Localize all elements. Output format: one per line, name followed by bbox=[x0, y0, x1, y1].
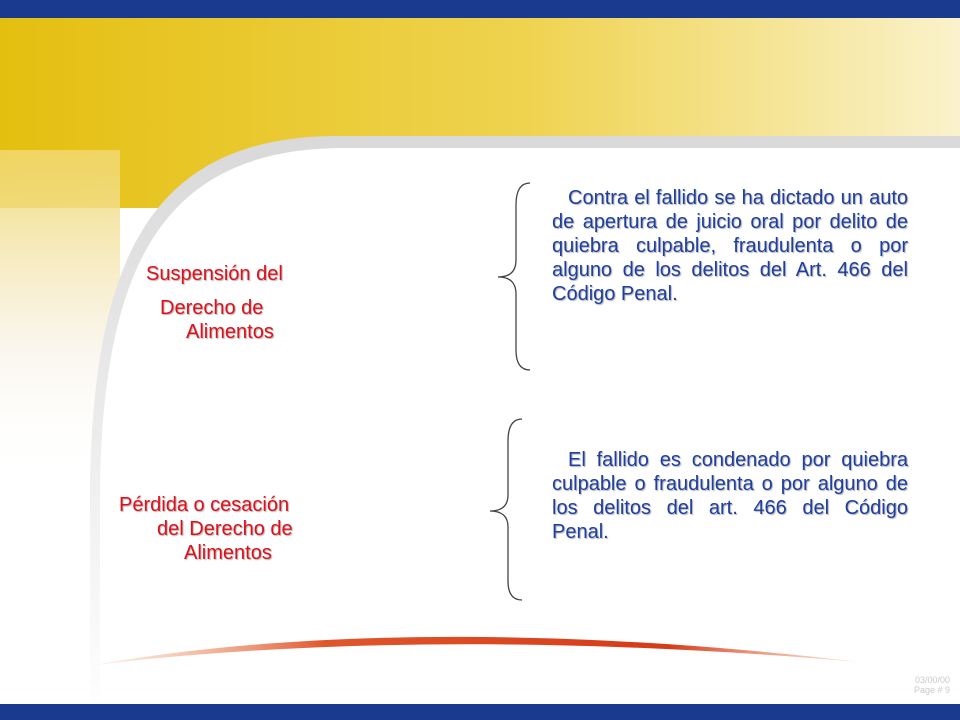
footer-date: 03/00/00 bbox=[914, 675, 950, 685]
brace-1 bbox=[490, 180, 540, 375]
label-perdida-line-3: Alimentos bbox=[184, 542, 272, 564]
label-suspension-line-1: Suspensión del bbox=[146, 263, 283, 285]
label-suspension-line-2: Derecho de bbox=[160, 297, 264, 319]
text-suspension: Contra el fallido se ha dictado un auto de apertura de juicio oral por delito de quiebra culpable, fraudulenta o por alguno de los delitos del Art. 466 del Código Penal. bbox=[552, 187, 908, 305]
label-suspension-line-3: Alimentos bbox=[186, 321, 274, 343]
label-perdida-line-1: Pérdida o cesación bbox=[119, 494, 290, 516]
footer-page: Page # 9 bbox=[913, 685, 950, 695]
footer bbox=[914, 675, 950, 695]
label-perdida-line-2: del Derecho de bbox=[157, 518, 293, 540]
text-perdida: El fallido es condenado por quiebra culpable o fraudulenta o por alguno de los delitos del art. 466 del Código Penal. bbox=[552, 449, 908, 543]
brace-2 bbox=[480, 415, 530, 605]
bottom-bar bbox=[0, 704, 960, 720]
